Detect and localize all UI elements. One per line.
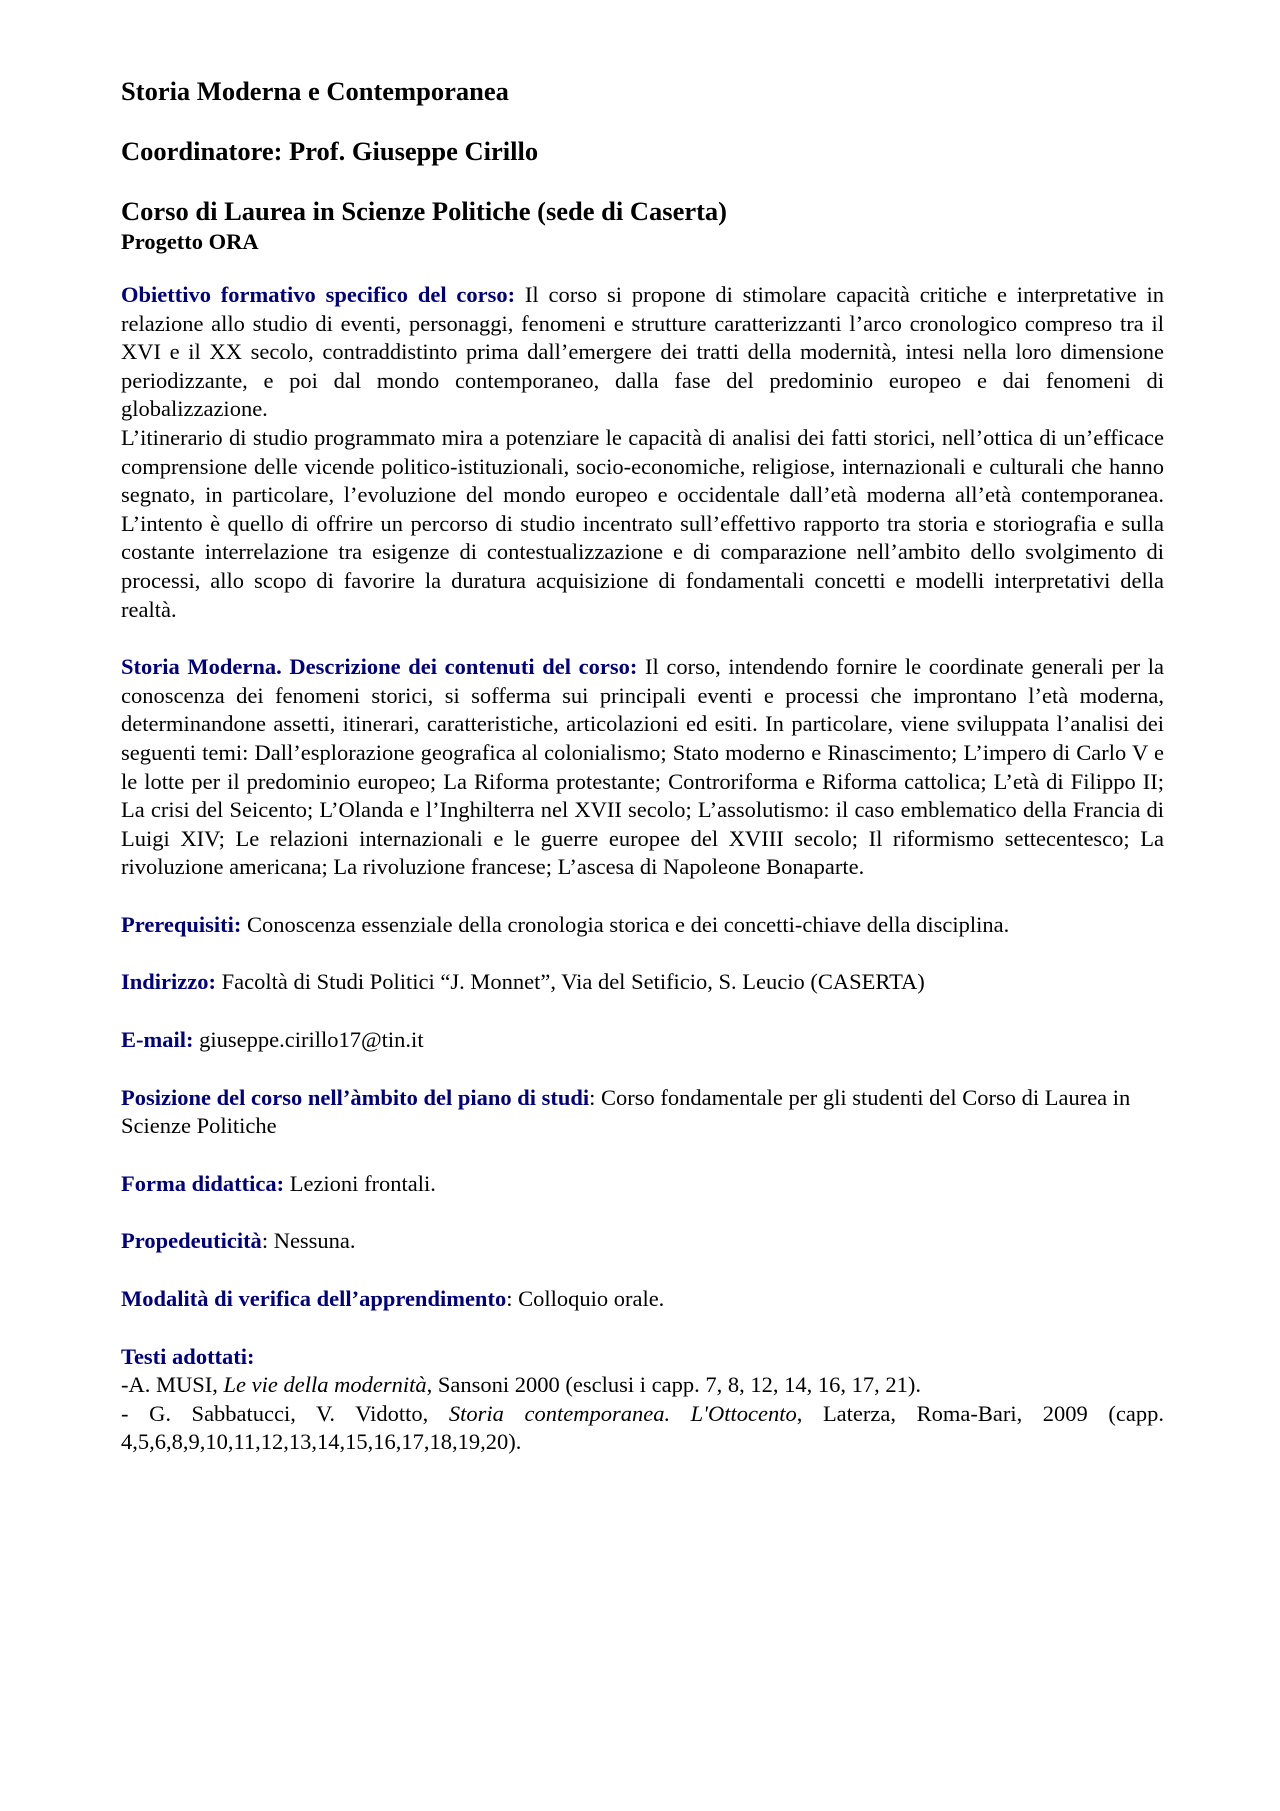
page-title: Storia Moderna e Contemporanea (121, 76, 509, 106)
propaedeutics-text: : Nessuna. (261, 1228, 356, 1254)
objective-paragraph (121, 281, 1164, 424)
form-text: Lezioni frontali. (284, 1170, 436, 1196)
list-item (121, 1400, 1164, 1457)
project-label: Progetto ORA (121, 229, 259, 254)
verification-text: : Colloquio orale. (506, 1286, 665, 1312)
objective-label: Obiettivo formativo specifico del corso: (121, 282, 516, 307)
course-heading: Corso di Laurea in Scienze Politiche (sede di Caserta) (121, 196, 727, 226)
coordinator-heading: Coordinatore: Prof. Giuseppe Cirillo (121, 136, 539, 166)
position-label: Posizione del corso nell’àmbito del piano di studi (121, 1084, 590, 1110)
texts-heading (121, 1343, 1164, 1372)
form-paragraph (121, 1170, 1164, 1199)
text-prefix: - G. Sabbatucci, V. Vidotto, (121, 1400, 449, 1426)
prerequisites-label: Prerequisiti: (121, 911, 242, 937)
prerequisites-paragraph (121, 911, 1164, 940)
email-label: E-mail: (121, 1027, 194, 1053)
itinerary-paragraph: L’itinerario di studio programmato mira a potenziare le capacità di analisi dei fatti storici, nell’ottica di un’efficace comprensione delle vicende politico-istituzionali, socio-economiche, religiose, internazionali e culturali che hanno segnato, in particolare, l’evoluzione del mondo europeo e occidentale dall’età moderna all’età contemporanea. L’intento è quello di offrire un percorso di studio incentrato sull’effettivo rapporto tra storia e storiografia e sulla costante interrelazione tra esigenze di contestualizzazione e di comparazione nell’ambito dello svolgimento di processi, allo scopo di favorire la duratura acquisizione di fondamentali concetti e modelli interpretativi della realtà. (121, 424, 1164, 622)
book-title: Le vie della modernità (223, 1372, 427, 1398)
contents-paragraph (121, 653, 1164, 882)
document-page (121, 74, 1164, 1457)
propaedeutics-paragraph (121, 1227, 1164, 1256)
email-paragraph (121, 1026, 1164, 1055)
texts-label: Testi adottati: (121, 1343, 255, 1369)
address-label: Indirizzo: (121, 969, 216, 995)
objective-text: Il corso si propone di stimolare capacità critiche e interpretative in relazione allo studio di eventi, personaggi, fenomeni e strutture caratterizzanti l’arco cronologico compreso tra il XVI e il XX secolo, contraddistinto prima dall’emergere dei tratti della modernità, intesi nella loro dimensione periodizzante, e poi dal mondo contemporaneo, dalla fase del predominio europeo e dai fenomeni di globalizzazione. (121, 282, 1164, 422)
address-paragraph (121, 968, 1164, 997)
contents-text: Il corso, intendendo fornire le coordinate generali per la conoscenza dei fenomeni storici, si sofferma sui principali eventi e processi che improntano l’età moderna, determinandone assetti, itinerari, caratteristiche, articolazioni ed esiti. In particolare, viene sviluppata l’analisi dei seguenti temi: Dall’esplorazione geografica al colonialismo; Stato moderno e Rinascimento; L’impero di Carlo V e le lotte per il predominio europeo; La Riforma protestante; Controriforma e Riforma cattolica; L’età di Filippo II; La crisi del Seicento; L’Olanda e l’Inghilterra nel XVII secolo; L’assolutismo: il caso emblematico della Francia di Luigi XIV; Le relazioni internazionali e le guerre europee del XVIII secolo; Il riformismo settecentesco; La rivoluzione americana; La rivoluzione francese; L’ascesa di Napoleone Bonaparte. (121, 654, 1164, 880)
text-prefix: -A. MUSI, (121, 1372, 224, 1398)
contents-label: Storia Moderna. Descrizione dei contenuti del corso: (121, 654, 638, 680)
book-title: Storia contemporanea. L'Ottocento (448, 1400, 797, 1426)
address-text: Facoltà di Studi Politici “J. Monnet”, Via del Setificio, S. Leucio (CASERTA) (216, 969, 925, 995)
text-suffix: , Laterza, Roma-Bari, 2009 (capp. 4,5,6,8,9,10,11,12,13,14,15,16,17,18,19,20). (121, 1400, 1164, 1455)
position-paragraph (121, 1084, 1164, 1141)
prerequisites-text: Conoscenza essenziale della cronologia storica e dei concetti-chiave della disciplina. (241, 911, 1010, 937)
verification-paragraph (121, 1285, 1164, 1314)
form-label: Forma didattica: (121, 1170, 285, 1196)
email-address: giuseppe.cirillo17@tin.it (193, 1027, 424, 1053)
verification-label: Modalità di verifica dell’apprendimento (121, 1286, 507, 1312)
list-item (121, 1371, 1164, 1400)
position-text: : Corso fondamentale per gli studenti del Corso di Laurea in Scienze Politiche (121, 1084, 1131, 1139)
text-suffix: , Sansoni 2000 (esclusi i capp. 7, 8, 12, 14, 16, 17, 21). (426, 1372, 921, 1398)
propaedeutics-label: Propedeuticità (121, 1228, 262, 1254)
